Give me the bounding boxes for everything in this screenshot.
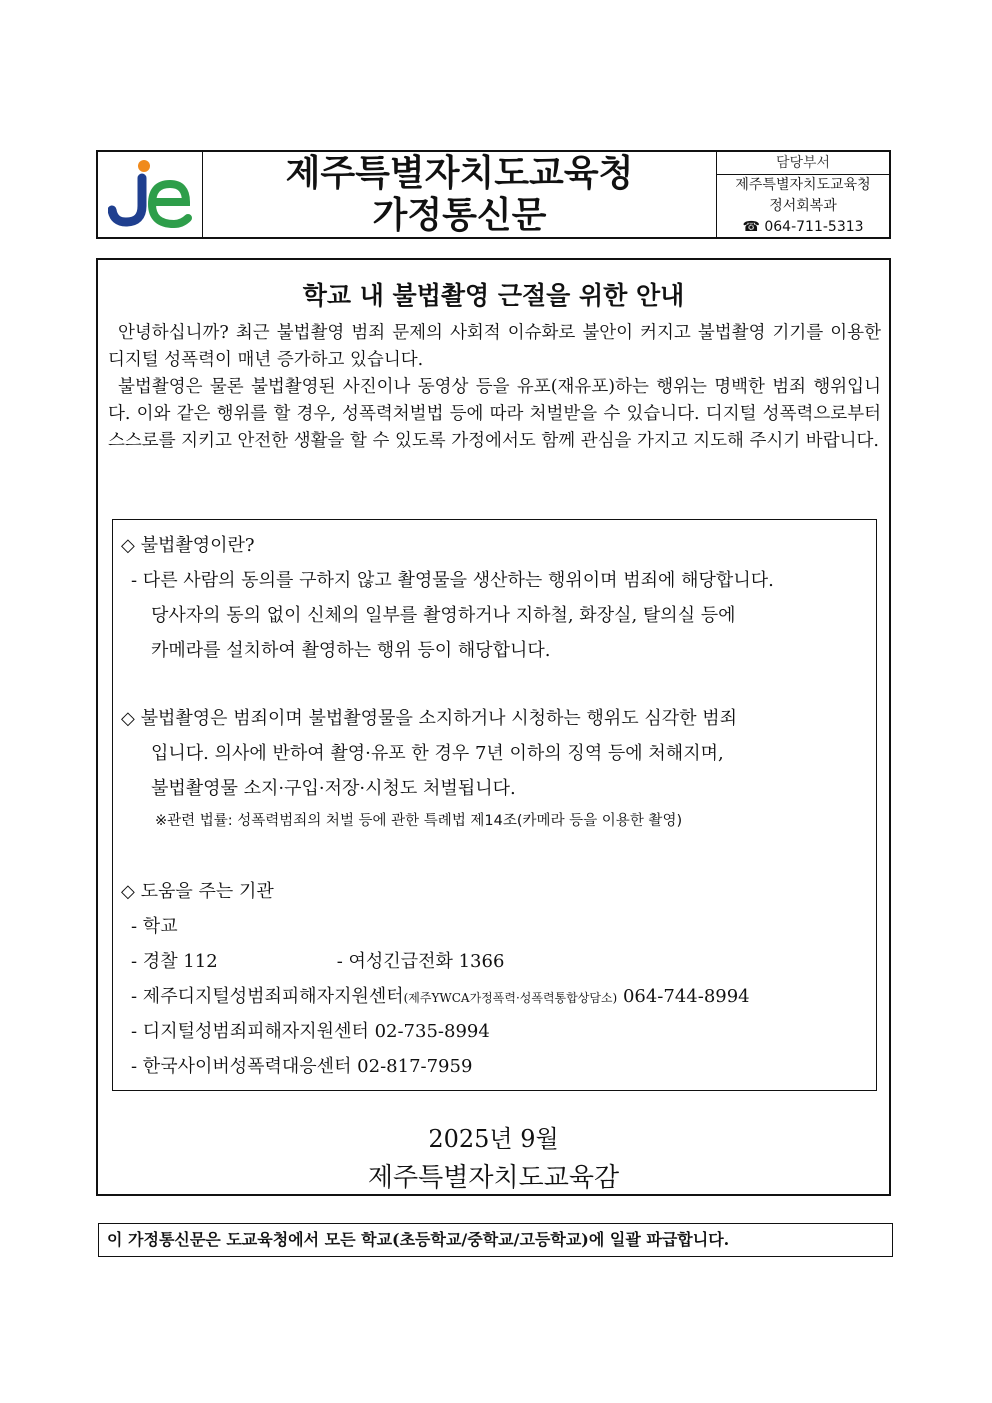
definition-line-1: - 다른 사람의 동의를 구하지 않고 촬영물을 생산하는 행위이며 범죄에 해당합니다. [131, 570, 774, 591]
section-crime [121, 701, 868, 836]
dept-label: 담당부서 [717, 152, 889, 175]
help-police-row [121, 944, 868, 979]
department-cell [717, 152, 889, 237]
help-school: - 학교 [131, 916, 178, 937]
section-definition [121, 528, 868, 668]
notice-box [96, 258, 891, 1196]
logo-cell [98, 152, 203, 237]
section-heading: ◇ 도움을 주는 기관 [121, 881, 274, 902]
phone-icon: ☎ [742, 219, 760, 235]
signer: 제주특별자치도교육감 [367, 1163, 620, 1193]
notice-title: 학교 내 불법촬영 근절을 위한 안내 [302, 281, 685, 310]
info-box [112, 519, 877, 1091]
dept-team: 정서회복과 [769, 198, 837, 214]
intro-paragraph-2: 불법촬영은 물론 불법촬영된 사진이나 동영상 등을 유포(재유포)하는 행위는 명백한 범죄 행위입니다. 이와 같은 행위를 할 경우, 성폭력처벌법 등에 따라 처벌받을 수 있습니다. 디지털 성폭력으로부터 스스로를 지키고 안전한 생활을 할 수 있도록 가정에서도 함께 관심을 가지고 지도해 주시기 바랍니다. [108, 377, 881, 451]
crime-line-3: 불법촬영물 소지·구입·저장·시청도 처벌됩니다. [151, 778, 516, 799]
dept-phone-row [742, 217, 863, 238]
help-women-hotline: - 여성긴급전화 1366 [336, 951, 505, 972]
law-reference: ※관련 법률: 성폭력범죄의 처벌 등에 관한 특례법 제14조(카메라 등을 이용한 촬영) [155, 813, 683, 829]
definition-line-3: 카메라를 설치하여 촬영하는 행위 등이 해당합니다. [151, 640, 551, 661]
help-jeju-center-phone: 064-744-8994 [622, 986, 750, 1007]
footer-notice: 이 가정통신문은 도교육청에서 모든 학교(초등학교/중학교/고등학교)에 일괄 파급합니다. [98, 1223, 893, 1257]
title-cell [203, 152, 717, 237]
issue-date: 2025년 9월 [428, 1125, 559, 1153]
title-line1: 제주특별자치도교육청 [285, 152, 634, 194]
help-jeju-center-note: (제주YWCA가정폭력·성폭력통합상담소) [403, 991, 618, 1005]
dept-body [717, 175, 889, 238]
header-table [96, 150, 891, 239]
title-line2: 가정통신문 [372, 194, 547, 236]
help-jeju-center-row [121, 979, 868, 1014]
help-police: - 경찰 112 [131, 951, 218, 972]
section-help [121, 874, 868, 1084]
jeju-education-logo [108, 156, 192, 234]
dept-org: 제주특별자치도교육청 [735, 177, 871, 193]
help-jeju-center-name: - 제주디지털성범죄피해자지원센터 [131, 986, 404, 1007]
intro-paragraph-1: 안녕하십니까? 최근 불법촬영 범죄 문제의 사회적 이슈화로 불안이 커지고 불법촬영 기기를 이용한 디지털 성폭력이 매년 증가하고 있습니다. [108, 323, 881, 370]
help-cyber-center: - 한국사이버성폭력대응센터 02-817-7959 [131, 1056, 473, 1077]
crime-line-2: 입니다. 의사에 반하여 촬영·유포 한 경우 7년 이하의 징역 등에 처해지며, [151, 743, 724, 764]
definition-line-2: 당사자의 동의 없이 신체의 일부를 촬영하거나 지하철, 화장실, 탈의실 등에 [151, 605, 736, 626]
intro-text [108, 320, 881, 455]
dept-phone: 064-711-5313 [764, 219, 864, 235]
help-digital-center: - 디지털성범죄피해자지원센터 02-735-8994 [131, 1021, 490, 1042]
section-heading: ◇ 불법촬영이란? [121, 535, 255, 556]
crime-line-1: ◇ 불법촬영은 범죄이며 불법촬영물을 소지하거나 시청하는 행위도 심각한 범죄 [121, 708, 738, 729]
